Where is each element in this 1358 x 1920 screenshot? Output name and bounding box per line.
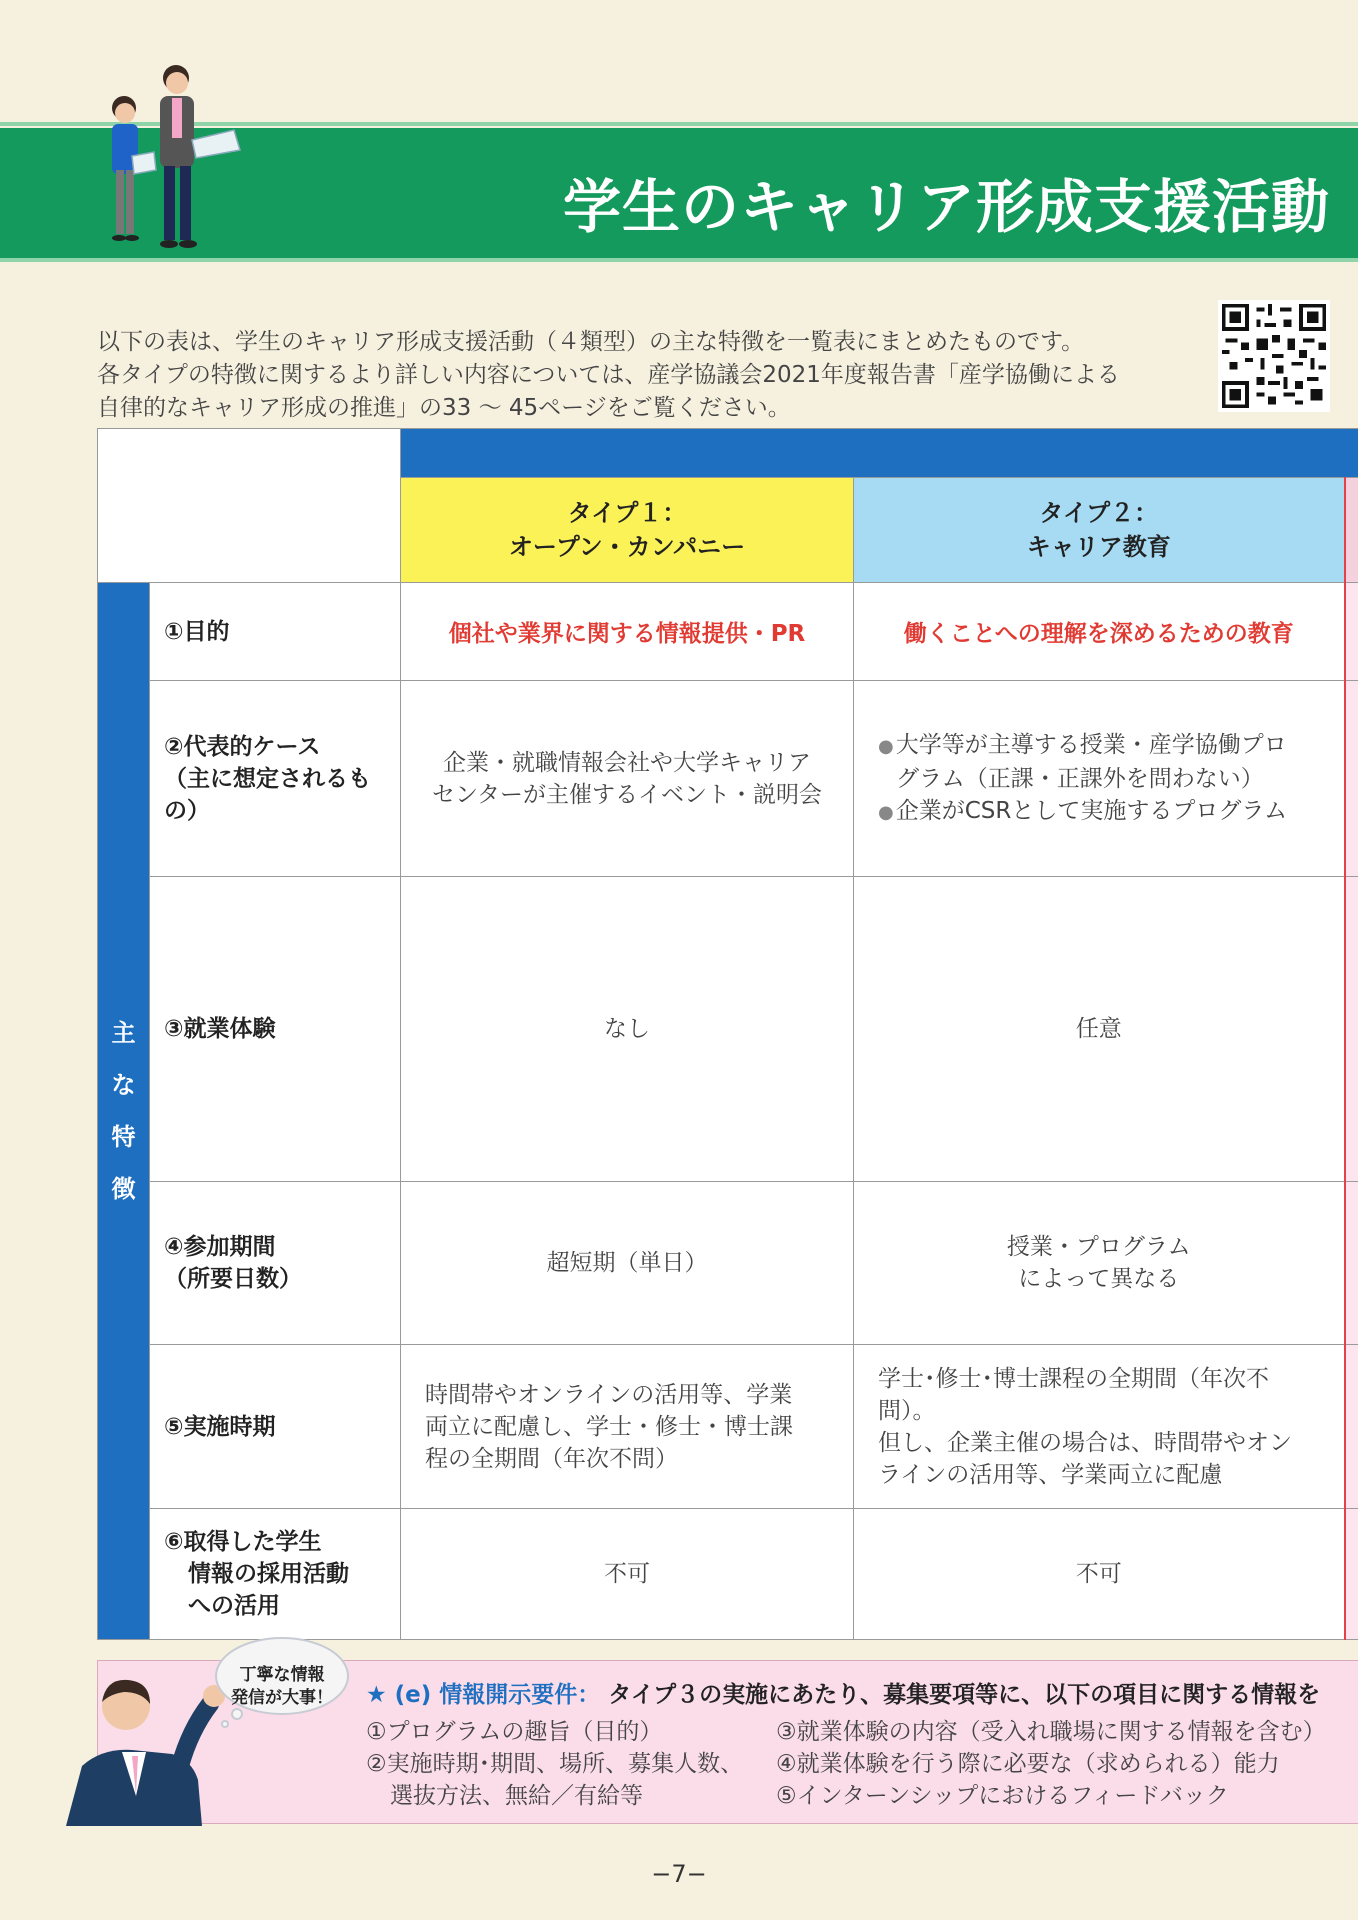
bullet-item: ● 大学等が主導する授業・産学協働プロ [878, 729, 1320, 763]
table-row [98, 877, 1358, 1182]
row-label-duration [150, 1182, 401, 1345]
type1-number: タイプ１： [567, 499, 687, 527]
page-title: 学生のキャリア形成支援活動 [562, 173, 1330, 241]
row-label-recruitment-use [150, 1509, 401, 1640]
cell-line: ラインの活用等、学業両立に配慮 [878, 1461, 1223, 1488]
requirements-label: (e) 情報開示要件： [394, 1682, 601, 1708]
row-label-line: ⑥取得した学生 [164, 1529, 322, 1555]
requirements-heading [366, 1676, 1320, 1709]
cell-line: 授業・プログラム [1006, 1234, 1191, 1260]
requirements-list-right [776, 1716, 1326, 1812]
qr-code [1218, 300, 1330, 412]
type1-work-experience: なし [401, 877, 854, 1182]
business-people-illustration [92, 58, 242, 298]
cell-line: 両立に配慮し、学士・修士・博士課 [425, 1413, 793, 1440]
intro-line: 以下の表は、学生のキャリア形成支援活動（４類型）の主な特徴を一覧表にまとめたものです。 [97, 329, 1085, 355]
table-row [98, 1345, 1358, 1509]
requirements-text: タイプ３の実施にあたり、募集要項等に、以下の項目に関する情報を [608, 1682, 1321, 1708]
type1-purpose: 個社や業界に関する情報提供・PR [401, 583, 854, 681]
side-label-main-features [98, 583, 150, 1640]
type1-header [401, 478, 854, 583]
type1-recruitment-use: 不可 [401, 1509, 854, 1640]
type2-purpose: 働くことへの理解を深めるための教育 [854, 583, 1345, 681]
table-row [98, 1182, 1358, 1345]
type3-edge [1345, 1509, 1358, 1640]
cell-line: 学士･修士･博士課程の全期間（年次不問）。 [878, 1365, 1269, 1424]
page-number: −7− [651, 1860, 707, 1888]
speech-line: 丁寧な情報 [239, 1665, 325, 1685]
side-char: 徴 [111, 1175, 136, 1203]
row-label-line: 情報の採用活動 [188, 1561, 349, 1587]
bullet-item: ● 企業がCSRとして実施するプログラム [878, 795, 1320, 829]
speech-text [224, 1664, 340, 1710]
type2-duration [854, 1182, 1345, 1345]
intro-line: 自律的なキャリア形成の推進」の33 ～ 45ページをご覧ください。 [97, 395, 791, 421]
type2-work-experience: 任意 [854, 877, 1345, 1182]
cell-line: 但し、企業主催の場合は、時間帯やオン [878, 1429, 1292, 1456]
type2-name: キャリア教育 [1026, 533, 1171, 561]
row-label-purpose [150, 583, 401, 681]
row-label-work-experience [150, 877, 401, 1182]
list-item: ④就業体験を行う際に必要な（求められる）能力 [776, 1751, 1280, 1777]
row-label-line: への活用 [188, 1593, 280, 1619]
cell-line: センターが主催するイベント・説明会 [431, 781, 823, 808]
list-item: ⑤インターンシップにおけるフィードバック [776, 1783, 1229, 1809]
intro-text [97, 326, 1197, 425]
cell-line: 企業・就職情報会社や大学キャリア [443, 749, 811, 776]
list-item: ②実施時期･期間、場所、募集人数、 [366, 1751, 744, 1777]
side-char: 主 [111, 1019, 136, 1047]
type1-name: オープン・カンパニー [508, 533, 746, 561]
type3-edge [1345, 1182, 1358, 1345]
table-row [98, 583, 1358, 681]
star-icon: ★ [366, 1682, 387, 1708]
type1-typical-cases [401, 681, 854, 877]
row-label-line: （主に想定されるもの） [164, 765, 371, 824]
features-table [97, 428, 1358, 1640]
type2-header [854, 478, 1345, 583]
table-row [98, 1509, 1358, 1640]
speech-line: 発信が大事！ [231, 1688, 333, 1708]
row-label-line: （所要日数） [164, 1266, 302, 1292]
type1-timing [401, 1345, 854, 1509]
type2-recruitment-use: 不可 [854, 1509, 1345, 1640]
cell-line: によって異なる [1018, 1266, 1180, 1292]
table-corner [98, 429, 401, 583]
cell-line: 時間帯やオンラインの活用等、学業 [425, 1381, 793, 1408]
row-label-typical-cases [150, 681, 401, 877]
row-label-line: ②代表的ケース [164, 733, 321, 760]
list-item: 選抜方法、無給／有給等 [390, 1783, 643, 1809]
type3-edge [1345, 1345, 1358, 1509]
row-label-line: ①目的 [164, 618, 230, 645]
requirements-list-left [366, 1716, 743, 1812]
type3-header-edge [1345, 478, 1358, 583]
row-label-line: ④参加期間 [164, 1234, 276, 1260]
row-label-line: ③就業体験 [164, 1016, 276, 1042]
type3-edge [1345, 877, 1358, 1182]
type3-edge [1345, 681, 1358, 877]
side-char: 特 [111, 1123, 136, 1151]
row-label-line: ⑤実施時期 [164, 1413, 276, 1440]
type3-edge [1345, 583, 1358, 681]
cell-line: 程の全期間（年次不問） [425, 1445, 678, 1472]
list-item: ③就業体験の内容（受入れ職場に関する情報を含む） [776, 1719, 1326, 1745]
side-char: な [111, 1071, 136, 1099]
row-label-timing [150, 1345, 401, 1509]
type2-typical-cases [854, 681, 1345, 877]
type2-number: タイプ２： [1039, 499, 1159, 527]
table-row [98, 681, 1358, 877]
table-header-bar [401, 429, 1358, 478]
intro-line: 各タイプの特徴に関するより詳しい内容については、産学協議会2021年度報告書「産学協働による [97, 362, 1120, 388]
type1-duration: 超短期（単日） [401, 1182, 854, 1345]
bullet-continuation: グラム（正課・正課外を問わない） [896, 765, 1264, 792]
list-item: ①プログラムの趣旨（目的） [366, 1719, 663, 1745]
type2-timing [854, 1345, 1345, 1509]
businessman-illustration [62, 1670, 232, 1826]
